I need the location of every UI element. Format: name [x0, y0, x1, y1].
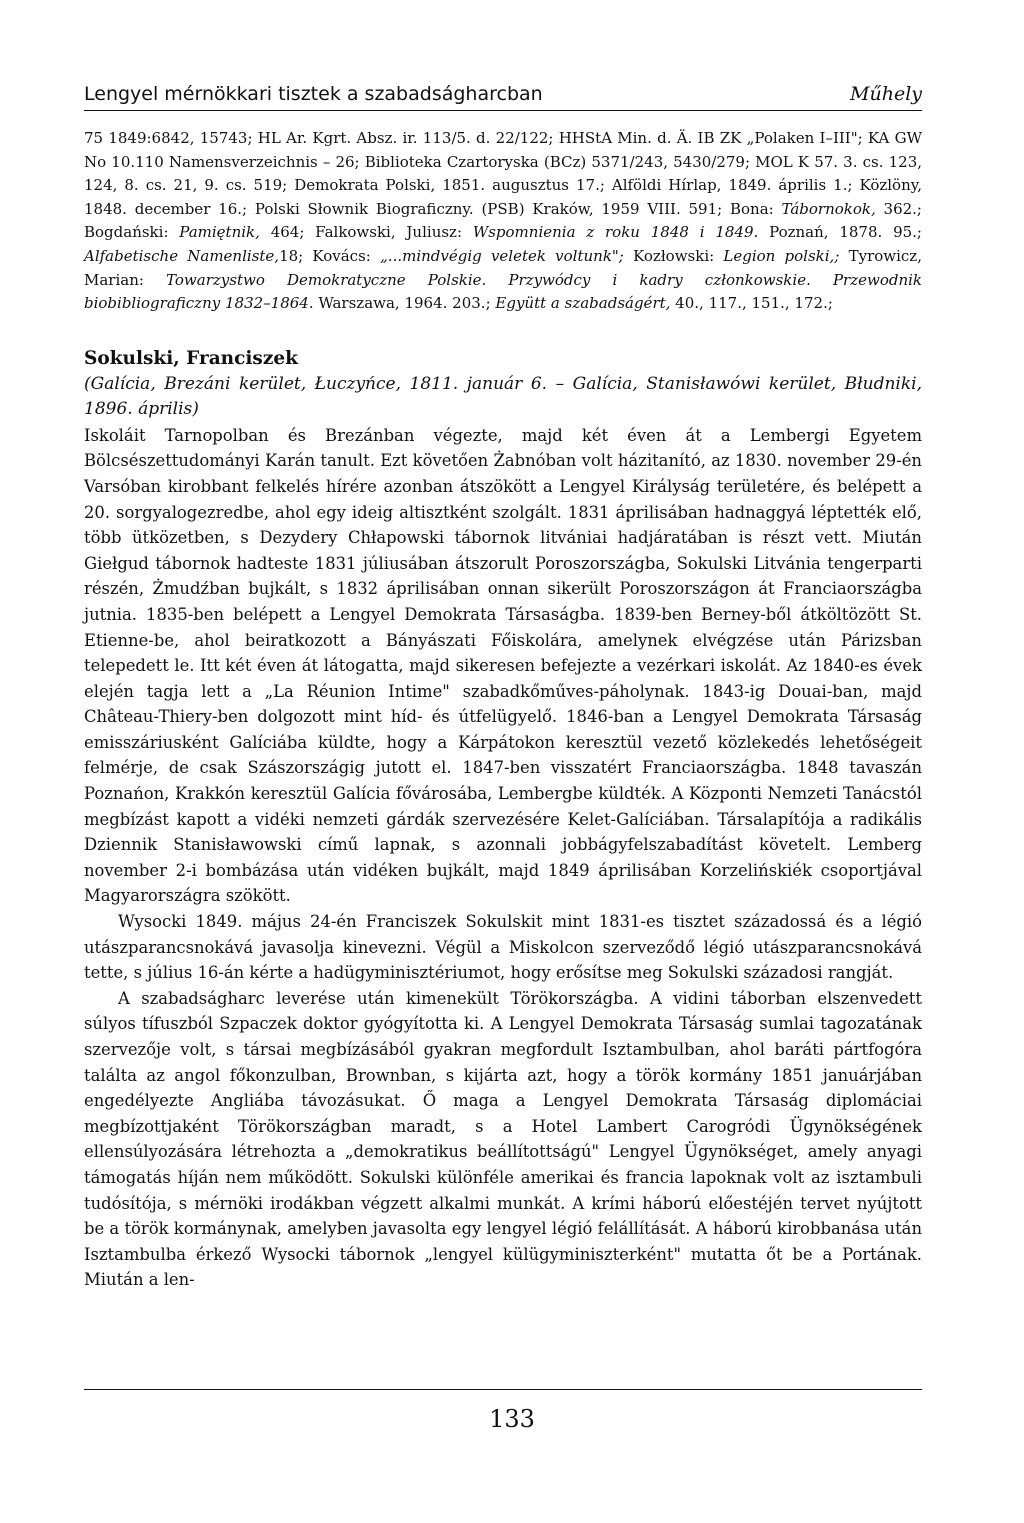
footnote-italic-title: Towarzystwo Demokratyczne Polskie. Przywódcy i kadry członkowskie. Przewodnik biobibliograficzny 1832–1864. — [84, 270, 923, 313]
bottom-rule — [84, 1389, 922, 1390]
running-header — [84, 82, 922, 111]
footnote-text: Tyrowicz, Marian: — [84, 246, 922, 289]
body-paragraph: Iskoláit Tarnopolban és Brezánban végezte, majd két éven át a Lembergi Egyetem Bölcsészettudományi Karán tanult. Ezt követően Żabnóban volt házitanító, az 1830. november 29-én Varsóban kirobbant felkelés hírére azonban átszökött a Lengyel Királyság területére, és belépett a 20. sorgyalogezredbe, ahol egy ideig altisztként szolgált. 1831 áprilisában hadnaggyá léptették elő, több ütközetben, s Dezydery Chłapowski tábornok litvániai hadjáratában is részt vett. Miután Giełgud tábornok hadteste 1831 júliusában átszorult Poroszországba, Sokulski Litvánia tengerparti részén, Żmudźban bujkált, s 1832 áprilisában onnan sikerült Poroszországon át Franciaországba jutnia. 1835-ben belépett a Lengyel Demokrata Társaságba. 1839-ben Berney-ből átköltözött St. Etienne-be, ahol beiratkozott a Bányászati Főiskolára, amelynek elvégzése után Párizsban telepedett le. Itt két éven át látogatta, majd sikeresen befejezte a vezérkari iskolát. Az 1840-es évek elején tagja lett a „La Réunion Intime" szabadkőműves-páholynak. 1843-ig Douai-ban, majd Château-Thiery-ben dolgozott mint híd- és útfelügyelő. 1846-ban a Lengyel Demokrata Társaság emisszáriusként Galíciába küldte, hogy a Kárpátokon keresztül vezető közlekedés lehetőségeit felmérje, de csak Szászországig jutott el. 1847-ben visszatért Franciaországba. 1848 tavaszán Poznańon, Krakkón keresztül Galícia fővárosába, Lembergbe küldték. A Központi Nemzeti Tanácstól megbízást kapott a vidéki nemzeti gárdák szervezésére Kelet-Galíciában. Társalapítója a radikális Dziennik Stanisławowski című lapnak, s azonnali jobbágyfelszabadítást követelt. Lemberg november 2-i bombázása után vidéken bujkált, majd 1849 áprilisában Korzelińskiék csoportjával Magyarországra szökött. — [84, 425, 922, 906]
footnote-italic-title: Tábornokok, — [781, 199, 876, 218]
page-number: 133 — [489, 1405, 535, 1433]
body-paragraph: Wysocki 1849. május 24-én Franciszek Sokulskit mint 1831-es tisztet századossá és a légió utászparancsnokává javasolja kinevezni. Végül a Miskolcon szerveződő légió utászparancsnokává tette, s július 16-án kérte a hadügyminisztériumot, hogy erősítse meg Sokulski századosi rangját. — [84, 912, 922, 983]
footnote-italic-title: Alfabetische Namenliste, — [84, 246, 280, 265]
footnote-text: Warszawa, 1964. 203.; — [313, 294, 496, 313]
footnote-text: 40., 117., 151., 172.; — [670, 294, 833, 313]
body-paragraph: A szabadságharc leverése után kimenekült Törökországba. A vidini táborban elszenvedett súlyos tífuszból Szpaczek doktor gyógyította ki. A Lengyel Demokrata Társaság sumlai tagozatának szervezője volt, s társai megbízásából gyakran megfordult Isztambulban, ahol baráti pártfogóra találta az angol főkonzulban, Brownban, s kijárta azt, hogy a török kormány 1851 januárjában engedélyezte Angliába távozásukat. Ő maga a Lengyel Demokrata Társaság diplomáciai megbízottjaként Törökországban maradt, s a Hotel Lambert Carogródi Ügynökségének ellensúlyozására létrehozta a „demokratikus beállítottságú" Lengyel Ügynökséget, amely anyagi támogatás híján nem működött. Sokulski különféle amerikai és francia lapoknak volt az isztambuli tudósítója, s mérnöki irodákban végzett alkalmi munkát. A krími háború előestéjén tervet nyújtott be a török kormánynak, amelyben javasolta egy lengyel légió felállítását. A háború kirobbanása után Isztambulba érkező Wysocki tábornok „lengyel külügyminiszterként" mutatta őt be a Portának. Miután a len- — [84, 988, 922, 1290]
footnote-italic-title: Wspomnienia z roku 1848 i 1849. — [472, 223, 759, 242]
running-header-title: Lengyel mérnökkari tisztek a szabadságharcban — [84, 83, 543, 105]
entry-body — [84, 423, 922, 1293]
footnote-italic-title: Együtt a szabadságért, — [495, 294, 671, 313]
footnote-italic-title: Legion polski,; — [723, 246, 840, 265]
footnote-text: 464; Falkowski, Juliusz: — [259, 223, 473, 242]
page — [84, 82, 922, 1293]
running-header-section: Műhely — [850, 83, 922, 105]
entry-dates: (Galícia, Brezáni kerület, Łuczyńce, 1811. január 6. – Galícia, Stanisławówi kerület, Błudniki, 1896. április) — [84, 373, 922, 420]
footnote-italic-title: „...mindvégig veletek voltunk"; — [380, 246, 624, 265]
entry-name: Sokulski, Franciszek — [84, 347, 298, 369]
footnote-text: 75 1849:6842, 15743; HL Ar. Kgrt. Absz. ir. 113/5. d. 22/122; HHStA Min. d. Ä. IB ZK „Polaken I–III"; KA GW No 10.110 Namensverzeichnis – 26; Biblioteka Czartoryska (BCz) 5371/243, 5430/279; MOL K 57. 3. cs. 123, 124, 8. cs. 21, 9. cs. 519; Demokrata Polski, 1851. augusztus 17.; Alföldi Hírlap, 1849. április 1.; Közlöny, 1848. december 16.; Polski Słownik Biograficzny. (PSB) Kraków, 1959 VIII. 591; Bona: — [84, 129, 922, 218]
footnote-text: 18; Kovács: — [279, 246, 381, 265]
footnote-text: Poznań, 1878. 95.; — [758, 223, 922, 242]
footnote-italic-title: Pamiętnik, — [179, 223, 260, 242]
footnote-text: Kozłowski: — [623, 246, 724, 265]
footnote-text: 362.; Bogdański: — [84, 199, 922, 242]
footnote — [84, 127, 922, 316]
